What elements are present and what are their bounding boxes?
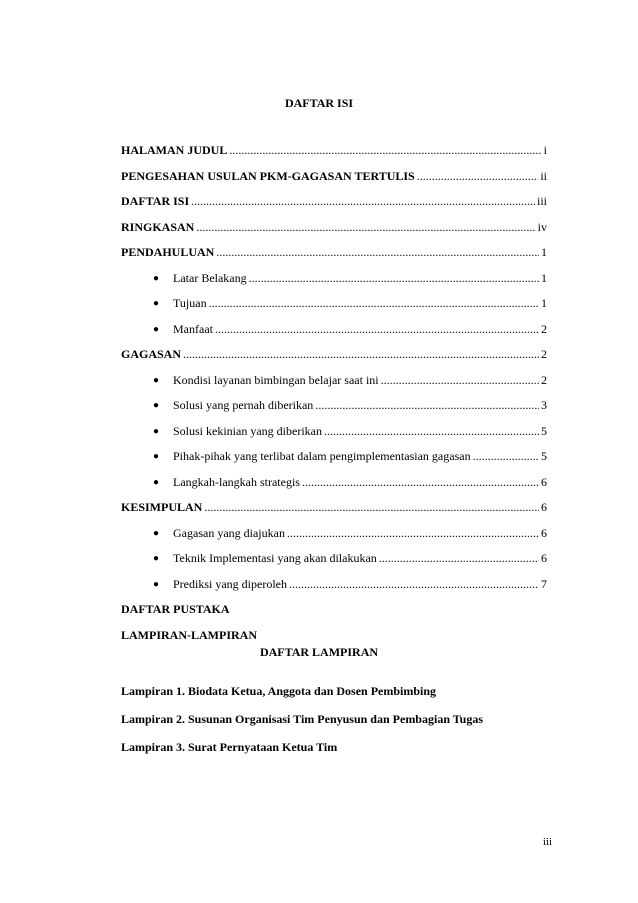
lampiran-list xyxy=(121,681,551,765)
lampiran-item: Lampiran 2. Susunan Organisasi Tim Penyusun dan Pembagian Tugas xyxy=(121,712,484,726)
dot-leader xyxy=(289,577,539,591)
toc-entry-label: DAFTAR ISI xyxy=(121,194,190,208)
toc-entry xyxy=(121,422,547,448)
toc-entry xyxy=(121,320,547,346)
dot-leader xyxy=(249,271,539,285)
toc-entry xyxy=(121,294,547,320)
bullet-icon: ● xyxy=(153,527,160,539)
toc-entry xyxy=(121,396,547,422)
dot-leader xyxy=(379,551,539,565)
dot-leader xyxy=(302,475,539,489)
bullet-icon: ● xyxy=(153,298,160,309)
dot-leader xyxy=(315,398,539,412)
bullet-icon: ● xyxy=(153,400,160,411)
toc-entry-page: ii xyxy=(540,168,547,183)
toc-entry-page: iv xyxy=(537,219,547,234)
bullet-icon: ● xyxy=(153,578,160,590)
toc-entry-page: 1 xyxy=(541,270,547,285)
bullet-icon: ● xyxy=(153,323,160,335)
toc-entry-page: 2 xyxy=(541,321,547,336)
toc-entry-page: iii xyxy=(536,194,547,208)
toc-entry-page: 1 xyxy=(541,296,547,310)
toc-entry-page: 5 xyxy=(541,423,547,438)
dot-leader xyxy=(215,322,539,336)
toc-entry-label: Kondisi layanan bimbingan belajar saat ini xyxy=(173,372,379,387)
lampiran-item: Lampiran 3. Surat Pernyataan Ketua Tim xyxy=(121,740,338,754)
dot-leader xyxy=(473,449,539,463)
toc-entry xyxy=(121,498,547,524)
toc-entry-label: GAGASAN xyxy=(121,347,182,361)
bullet-icon: ● xyxy=(153,272,160,284)
toc-entry-label: Gagasan yang diajukan xyxy=(173,525,285,540)
bullet-icon: ● xyxy=(153,476,160,488)
dot-leader xyxy=(216,245,539,259)
toc-entry xyxy=(121,575,547,601)
dot-leader xyxy=(229,143,541,157)
toc-entry-label: LAMPIRAN-LAMPIRAN xyxy=(121,627,257,642)
toc-entry-label: Solusi yang pernah diberikan xyxy=(173,398,314,412)
toc-entry-label: Manfaat xyxy=(173,321,213,336)
toc-entry-label: DAFTAR PUSTAKA xyxy=(121,602,230,616)
toc-entry xyxy=(121,345,547,371)
dot-leader xyxy=(209,296,539,310)
toc-entry-label: PENGESAHAN USULAN PKM-GAGASAN TERTULIS xyxy=(121,168,415,183)
toc-entry-page: 5 xyxy=(541,449,547,463)
toc-entry-page: 6 xyxy=(541,500,547,514)
toc-entry-page: 7 xyxy=(541,576,547,591)
toc-entry-label: Teknik Implementasi yang akan dilakukan xyxy=(173,551,377,565)
lampiran-item: Lampiran 1. Biodata Ketua, Anggota dan Dosen Pembimbing xyxy=(121,684,437,698)
toc-entry-page: 6 xyxy=(541,551,547,565)
lampiran-title: DAFTAR LAMPIRAN xyxy=(259,645,379,659)
dot-leader xyxy=(324,424,539,438)
toc-entry xyxy=(121,269,547,295)
toc-entry-page: 2 xyxy=(541,372,547,387)
dot-leader xyxy=(287,526,539,540)
toc-entry-label: PENDAHULUAN xyxy=(121,245,215,259)
toc-entry xyxy=(121,167,547,193)
toc-entry-page: 6 xyxy=(541,525,547,540)
toc-entry-page: 6 xyxy=(541,474,547,489)
toc-entry xyxy=(121,243,547,269)
toc-entry-label: Tujuan xyxy=(173,296,207,310)
bullet-icon: ● xyxy=(153,374,160,386)
toc-entry-page: 3 xyxy=(541,398,547,412)
table-of-contents xyxy=(121,141,547,651)
toc-entry xyxy=(121,141,547,167)
toc-entry xyxy=(121,447,547,473)
toc-entry-label: HALAMAN JUDUL xyxy=(121,143,228,157)
dot-leader xyxy=(381,373,539,387)
toc-entry xyxy=(121,473,547,499)
toc-entry-label: Pihak-pihak yang terlibat dalam pengimplementasian gagasan xyxy=(173,449,471,463)
toc-entry xyxy=(121,218,547,244)
dot-leader xyxy=(417,169,539,183)
toc-entry-label: Langkah-langkah strategis xyxy=(173,474,300,489)
toc-title: DAFTAR ISI xyxy=(284,96,354,110)
toc-entry-page: i xyxy=(543,143,547,157)
dot-leader xyxy=(191,194,535,208)
toc-entry xyxy=(121,549,547,575)
toc-entry-label: KESIMPULAN xyxy=(121,500,203,514)
toc-entry xyxy=(121,192,547,218)
toc-entry-label: Latar Belakang xyxy=(173,270,247,285)
toc-entry xyxy=(121,600,547,626)
toc-entry-page: 1 xyxy=(541,245,547,259)
bullet-icon: ● xyxy=(153,451,160,462)
page-number: iii xyxy=(542,836,552,848)
dot-leader xyxy=(204,500,539,514)
dot-leader xyxy=(183,347,539,361)
bullet-icon: ● xyxy=(153,553,160,564)
toc-entry xyxy=(121,524,547,550)
toc-entry xyxy=(121,371,547,397)
toc-entry-page: 2 xyxy=(541,347,547,361)
toc-entry-label: RINGKASAN xyxy=(121,219,195,234)
bullet-icon: ● xyxy=(153,425,160,437)
dot-leader xyxy=(196,220,535,234)
toc-entry-label: Prediksi yang diperoleh xyxy=(173,576,287,591)
toc-entry-label: Solusi kekinian yang diberikan xyxy=(173,423,322,438)
